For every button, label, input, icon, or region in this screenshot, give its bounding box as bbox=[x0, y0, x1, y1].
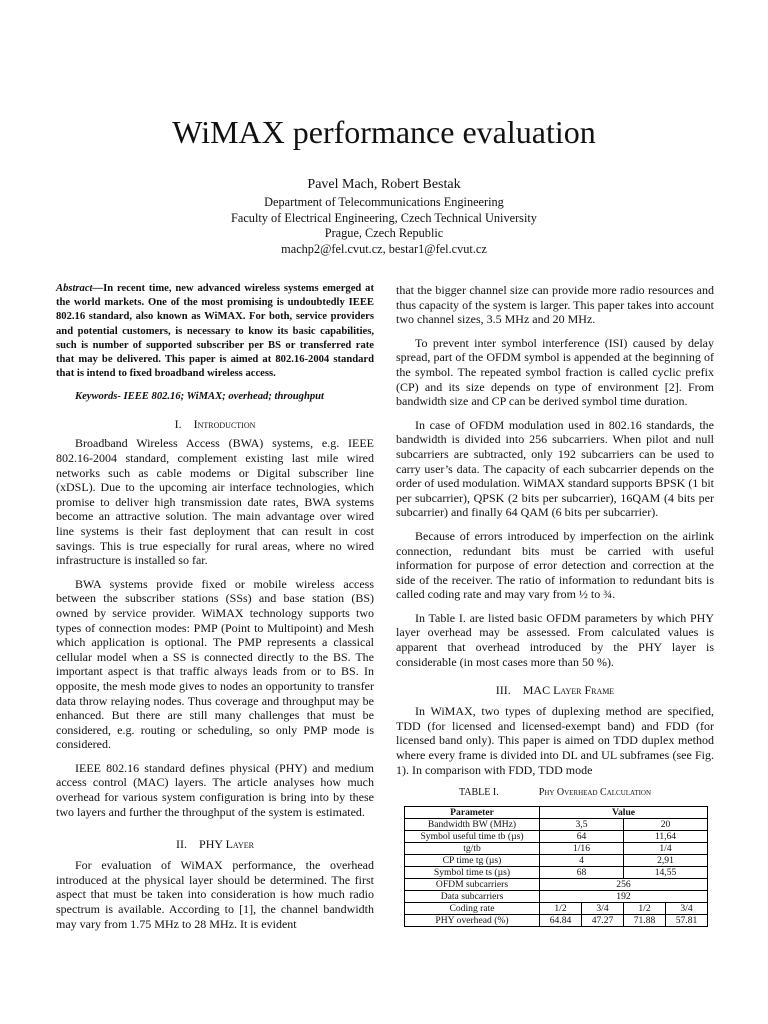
table-cell: 2,91 bbox=[624, 855, 708, 867]
section-heading-introduction bbox=[56, 417, 374, 432]
table-cell: 71.88 bbox=[624, 915, 666, 927]
table-cell: 20 bbox=[624, 819, 708, 831]
table-title: Phy Overhead Calculation bbox=[538, 787, 652, 799]
paragraph: In case of OFDM modulation used in 802.16 standards, the bandwidth is divided into 256 subcarriers. When pilot and null subcarriers are subtracted, only 192 subcarriers can be used to carry user’s data. The capacity of each subcarrier depends on the order of used modulation. WiMAX standard supports BPSK (1 bit per subcarrier), QPSK (2 bits per subcarrier), 16QAM (4 bits per subcarrier) and finally 64 QAM (6 bits per subcarrier). bbox=[396, 417, 714, 520]
param-name: Symbol useful time tb (µs) bbox=[405, 831, 540, 843]
param-name: CP time tg (µs) bbox=[405, 855, 540, 867]
paragraph: IEEE 802.16 standard defines physical (PHY) and medium access control (MAC) layers. The article analyses how much overhead for various system configuration is bring into by these two layers and further the throughput of the system is estimated. bbox=[56, 760, 374, 819]
table-cell: 1/2 bbox=[540, 903, 582, 915]
phy-overhead-table bbox=[404, 806, 708, 927]
section-number: III. bbox=[495, 683, 511, 698]
table-caption bbox=[396, 787, 714, 799]
table-cell: 1/4 bbox=[624, 843, 708, 855]
table-cell: 64.84 bbox=[540, 915, 582, 927]
left-column bbox=[56, 282, 374, 940]
table-cell: 3,5 bbox=[540, 819, 624, 831]
abstract-lead: Abstract bbox=[56, 283, 93, 294]
keywords: Keywords- IEEE 802.16; WiMAX; overhead; throughput bbox=[75, 391, 324, 403]
header-value: Value bbox=[540, 807, 708, 819]
paragraph: In Table I. are listed basic OFDM parameters by which PHY layer overhead may be assessed. From calculated values is apparent that overhead introduced by the PHY layer is considerable (in most cases more than 50 %). bbox=[396, 610, 714, 669]
header-parameter: Parameter bbox=[405, 807, 540, 819]
paragraph: In WiMAX, two types of duplexing method are specified, TDD (for licensed and licensed-exempt band) and FDD (for licensed band only). This paper is aimed on TDD duplex method where every frame is divided into DL and UL subframes (see Fig. 1). In comparison with FDD, TDD mode bbox=[396, 704, 714, 777]
table-row bbox=[405, 891, 708, 903]
param-name: OFDM subcarriers bbox=[405, 879, 540, 891]
section-title: MAC Layer Frame bbox=[522, 683, 615, 698]
affiliation-city: Prague, Czech Republic bbox=[324, 226, 444, 241]
affiliation-department: Department of Telecommunications Engineering bbox=[264, 195, 504, 209]
table-cell: 64 bbox=[540, 831, 624, 843]
abstract bbox=[56, 282, 374, 381]
paragraph: Because of errors introduced by imperfection on the airlink connection, redundant bits must be carried with useful information for purpose of error detection and correction at the side of the receiver. The ratio of information to redundant bits is called coding rate and may vary from ½ to ¾. bbox=[396, 528, 714, 602]
table-row bbox=[405, 879, 708, 891]
paragraph: For evaluation of WiMAX performance, the overhead introduced at the physical layer should be determined. The first aspect that must be taken into consideration is how much radio spectrum is available. According to [1], the channel bandwidth may vary from 1.75 MHz to 28 MHz. It is evident bbox=[56, 858, 374, 931]
table-cell: 256 bbox=[540, 879, 708, 891]
table-cell: 11,64 bbox=[624, 831, 708, 843]
abstract-text: —In recent time, new advanced wireless systems emerged at the world markets. One of the most promising is undoubtedly IEEE 802.16 standard, also known as WiMAX. For both, service providers and potential customers, is necessary to know its basic capabilities, such is number of supported subscriber per BS or transferred rate that may be delivered. This paper is aimed at 802.16-2004 standard that is intend to fixed broadband wireless access. bbox=[56, 283, 374, 380]
param-name: Symbol time ts (µs) bbox=[405, 867, 540, 879]
param-name: Coding rate bbox=[405, 903, 540, 915]
section-heading-mac-layer-frame bbox=[396, 683, 714, 698]
table-row bbox=[405, 915, 708, 927]
param-name: Bandwidth BW (MHz) bbox=[405, 819, 540, 831]
table-cell: 4 bbox=[540, 855, 624, 867]
paper-title: WiMAX performance evaluation bbox=[172, 114, 596, 150]
paragraph: BWA systems provide fixed or mobile wireless access between the subscriber stations (SSs) and base station (BS) owned by service provider. WiMAX technology supports two types of connection modes: PMP (Point to Multipoint) and Mesh which application is optional. The PMP represents a classical cellular model when a SS is connected directly to the BS. The important aspect is that traffic always leads from or to BS. In opposite, the mesh mode gives to nodes an opportunity to transfer data throw relaying nodes. Thus coverage and throughput may be enhanced. But there are still many challenges that must be considered, e.g. routing or scheduling, so only PMP mode is considered. bbox=[56, 576, 374, 752]
section-number: I. bbox=[174, 417, 182, 432]
section-number: II. bbox=[176, 837, 188, 852]
param-name: tg/tb bbox=[405, 843, 540, 855]
table-row bbox=[405, 831, 708, 843]
affiliation-faculty: Faculty of Electrical Engineering, Czech Technical University bbox=[231, 210, 537, 225]
table-row bbox=[405, 903, 708, 915]
section-title: Introduction bbox=[193, 417, 256, 432]
table-cell: 68 bbox=[540, 867, 624, 879]
section-title: PHY Layer bbox=[199, 837, 254, 852]
author-affiliation bbox=[0, 195, 768, 257]
paragraph: Broadband Wireless Access (BWA) systems, e.g. IEEE 802.16-2004 standard, complement existing last mile wired networks such as cable modems or Digital subscriber line (xDSL). Due to the upcoming air interface technologies, which promise to deliver high transmission date rates, BWA systems become an attractive solution. The main advantage over wired line systems is their fast deployment that can result in cost savings. This is true especially for rural areas, where no wired infrastructure is installed so far. bbox=[56, 436, 374, 568]
table-cell: 57.81 bbox=[666, 915, 708, 927]
param-name: Data subcarriers bbox=[405, 891, 540, 903]
table-row bbox=[405, 843, 708, 855]
table-cell: 3/4 bbox=[666, 903, 708, 915]
table-row bbox=[405, 855, 708, 867]
table-number: TABLE I. bbox=[458, 787, 499, 799]
table-cell: 3/4 bbox=[582, 903, 624, 915]
param-name: PHY overhead (%) bbox=[405, 915, 540, 927]
table-cell: 192 bbox=[540, 891, 708, 903]
table-cell: 14,55 bbox=[624, 867, 708, 879]
table-header-row bbox=[405, 807, 708, 819]
paragraph: To prevent inter symbol interference (ISI) caused by delay spread, part of the OFDM symbol is appended at the beginning of the symbol. The repeated symbol fraction is called cyclic prefix (CP) and its size depends on type of environment [2]. From bandwidth size and CP can be derived symbol time duration. bbox=[396, 335, 714, 409]
table-row bbox=[405, 819, 708, 831]
table-cell: 47.27 bbox=[582, 915, 624, 927]
table-row bbox=[405, 867, 708, 879]
right-column bbox=[396, 283, 714, 927]
paragraph: that the bigger channel size can provide more radio resources and thus capacity of the system is larger. This paper takes into account two channel sizes, 3.5 MHz and 20 MHz. bbox=[396, 283, 714, 327]
affiliation-emails: machp2@fel.cvut.cz, bestar1@fel.cvut.cz bbox=[281, 241, 487, 256]
table-cell: 1/2 bbox=[624, 903, 666, 915]
section-heading-phy-layer bbox=[56, 837, 374, 852]
author-names: Pavel Mach, Robert Bestak bbox=[307, 177, 461, 192]
table-cell: 1/16 bbox=[540, 843, 624, 855]
